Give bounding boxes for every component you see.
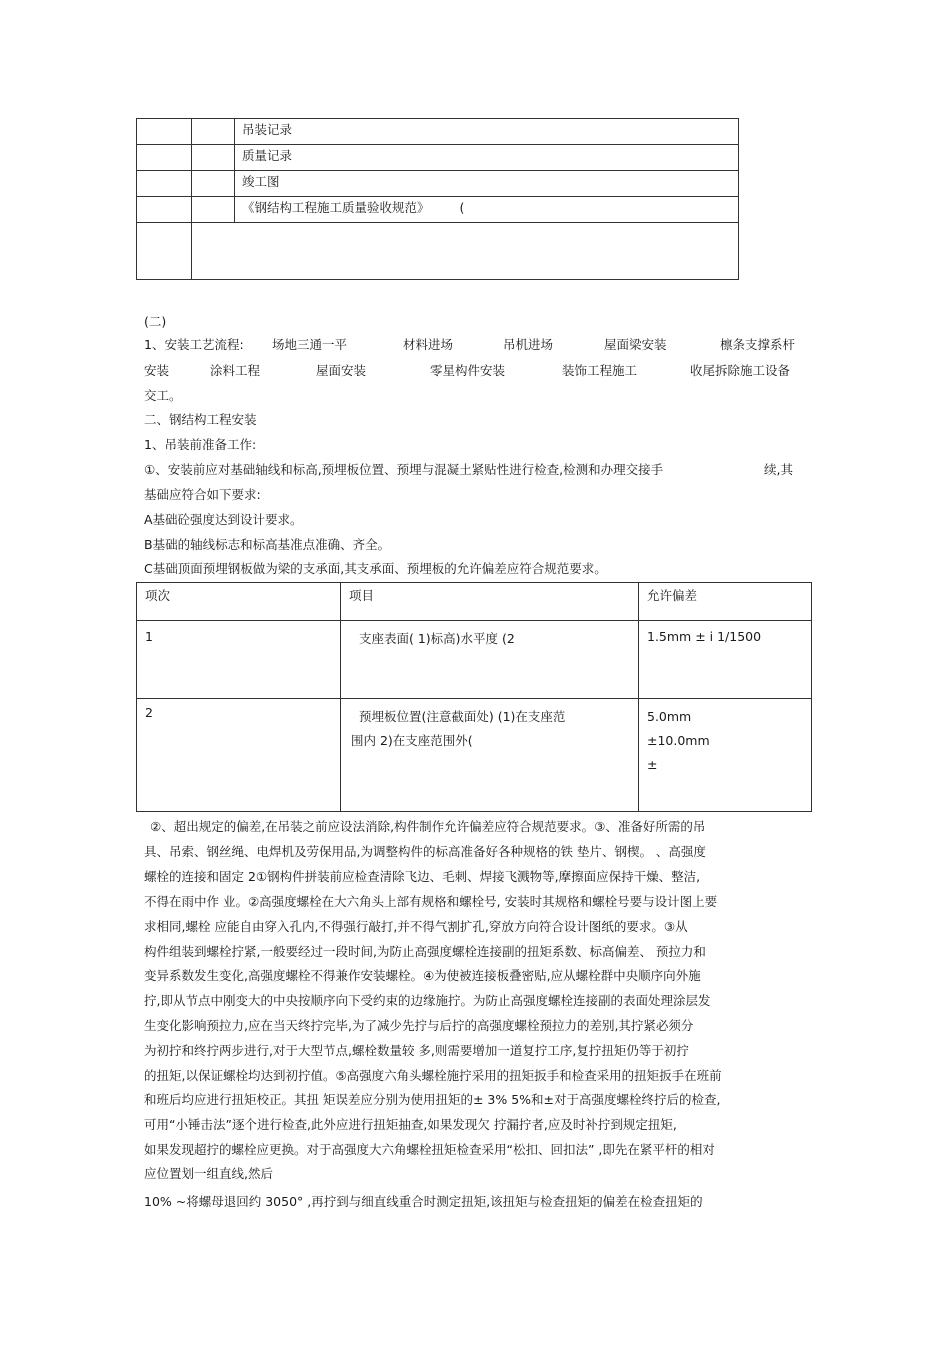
flow-step: 材料进场	[403, 337, 454, 352]
cell-line: 5.0mm	[647, 709, 692, 724]
table-cell	[235, 119, 739, 145]
flow-step: 零星构件安装	[430, 363, 506, 378]
table-cell	[192, 145, 235, 171]
header-cell: 项目	[341, 583, 639, 621]
body-line: 的扭矩,以保证螺栓均达到初拧值。⑤高强度六角头螺栓施拧采用的扭矩扳手和检查采用的扭矩扳手在班前	[144, 1068, 722, 1083]
body-line: 为初拧和终拧两步进行,对于大型节点,螺栓数量较 多,则需要增加一道复拧工序,复拧扭矩仍等于初拧	[144, 1043, 689, 1058]
table-cell	[137, 145, 192, 171]
table-cell	[192, 119, 235, 145]
section-label: (二)	[144, 314, 167, 329]
table-row	[137, 197, 739, 223]
flow-step: 安装	[144, 363, 170, 378]
subheading: 1、吊装前准备工作:	[144, 437, 257, 452]
cell-line: ±10.0mm	[647, 733, 710, 748]
table-row	[137, 119, 739, 145]
body-line: 和班后均应进行扭矩校正。其扭 矩误差应分别为使用扭矩的± 3% 5%和±对于高强度螺栓终拧后的检查,	[144, 1092, 721, 1107]
table-cell	[235, 171, 739, 197]
paragraph-line: 续,其	[764, 462, 793, 477]
table-cell	[137, 197, 192, 223]
body-line: ②、超出规定的偏差,在吊装之前应设法消除,构件制作允许偏差应符合规范要求。③、准备好所需的吊	[150, 819, 706, 834]
table-cell	[137, 119, 192, 145]
cell-line: 1.5mm ± i 1/1500	[647, 629, 762, 644]
table-cell	[192, 197, 235, 223]
table-cell	[341, 621, 639, 699]
flow-step: 涂料工程	[210, 363, 261, 378]
body-line: 如果发现超拧的螺栓应更换。对于高强度大六角螺栓扭矩检查采用“松扣、回扣法” ,即先在紧平杆的相对	[144, 1142, 715, 1157]
flow-step: 吊机进场	[503, 337, 554, 352]
table-row	[137, 621, 812, 699]
cell-line: ±	[647, 757, 658, 772]
body-line: 生变化影响预拉力,应在当天终拧完毕,为了减少先拧与后拧的高强度螺栓预拉力的差别,其拧紧必须分	[144, 1018, 694, 1033]
row-text: 竣工图	[242, 174, 280, 189]
header-cell: 允许偏差	[639, 583, 812, 621]
flow-step: 屋面梁安装	[604, 337, 667, 352]
table-cell	[639, 621, 812, 699]
requirement-c: C基础顶面预埋钢板做为梁的支承面,其支承面、预埋板的允许偏差应符合规范要求。	[144, 561, 607, 576]
table-cell	[192, 223, 739, 280]
table-cell: 2	[137, 699, 341, 812]
body-line: 拧,即从节点中刚变大的中央按顺序向下受约束的边缘施拧。为防止高强度螺栓连接副的表面处理涂层发	[144, 993, 711, 1008]
row-text: 吊装记录	[242, 122, 293, 137]
cell-line: 支座表面( 1)标高)水平度 (2	[359, 631, 515, 646]
table-row	[137, 699, 812, 812]
record-table	[136, 118, 739, 280]
flow-step: 场地三通一平	[272, 337, 348, 352]
row-suffix: (	[459, 200, 465, 215]
body-line: 不得在雨中作 业。②高强度螺栓在大六角头上部有规格和螺栓号, 安装时其规格和螺栓号要与设计图上要	[144, 894, 718, 909]
body-line: 构件组装到螺栓拧紧,一般要经过一段时间,为防止高强度螺栓连接副的扭矩系数、标高偏差、 预拉力和	[144, 944, 706, 959]
flow-step: 屋面安装	[316, 363, 367, 378]
cell-line: 预埋板位置(注意截面处) (1)在支座范	[359, 709, 566, 724]
table-cell	[341, 699, 639, 812]
body-line: 应位置划一组直线,然后	[144, 1166, 273, 1181]
flow-end: 交工。	[144, 388, 182, 403]
requirement-b: B基础的轴线标志和标高基准点准确、齐全。	[144, 537, 391, 552]
flow-step: 檩条支撑系杆	[720, 337, 796, 352]
row-text: 《钢结构工程施工质量验收规范》	[242, 200, 430, 215]
body-line: 具、吊索、钢丝绳、电焊机及劳保用品,为调整构件的标高准备好各种规格的铁 垫片、钢楔。 、高强度	[144, 844, 706, 859]
body-line: 螺栓的连接和固定 2①钢构件拼装前应检查清除飞边、毛刺、焊接飞溅物等,摩擦面应保持干燥、整洁,	[144, 869, 701, 884]
flow-step: 装饰工程施工	[562, 363, 638, 378]
paragraph-line: ①、安装前应对基础轴线和标高,预埋板位置、预埋与混凝土紧贴性进行检查,检测和办理交接手	[144, 462, 664, 477]
body-line: 求相同,螺栓 应能自由穿入孔内,不得强行敲打,并不得气割扩孔,穿放方向符合设计图纸的要求。③从	[144, 919, 688, 934]
table-cell	[639, 699, 812, 812]
requirement-a: A基础砼强度达到设计要求。	[144, 512, 303, 527]
table-cell	[137, 223, 192, 280]
tolerance-table	[136, 582, 812, 812]
table-row	[137, 223, 739, 280]
header-cell: 项次	[137, 583, 341, 621]
table-row	[137, 145, 739, 171]
row-text: 质量记录	[242, 148, 293, 163]
flow-step: 收尾拆除施工设备	[690, 363, 791, 378]
table-row	[137, 171, 739, 197]
heading: 二、钢结构工程安装	[144, 412, 257, 427]
flow-label: 1、安装工艺流程:	[144, 337, 244, 352]
cell-line: 围内 2)在支座范围外(	[351, 733, 473, 748]
flow-row-1	[144, 335, 244, 353]
table-cell	[192, 171, 235, 197]
table-cell: 1	[137, 621, 341, 699]
body-line: 可用“小锤击法”逐个进行检查,此外应进行扭矩抽查,如果发现欠 拧漏拧者,应及时补拧到规定扭矩,	[144, 1117, 677, 1132]
table-cell	[235, 197, 739, 223]
table-cell	[137, 171, 192, 197]
table-header-row	[137, 583, 812, 621]
paragraph-line: 基础应符合如下要求:	[144, 487, 261, 502]
table-cell	[235, 145, 739, 171]
body-line: 10% ~将螺母退回约 3050° ,再拧到与细直线重合时测定扭矩,该扭矩与检查扭矩的偏差在检查扭矩的	[144, 1194, 703, 1209]
body-line: 变异系数发生变化,高强度螺栓不得兼作安装螺栓。④为使被连接板叠密贴,应从螺栓群中央顺序向外施	[144, 968, 701, 983]
